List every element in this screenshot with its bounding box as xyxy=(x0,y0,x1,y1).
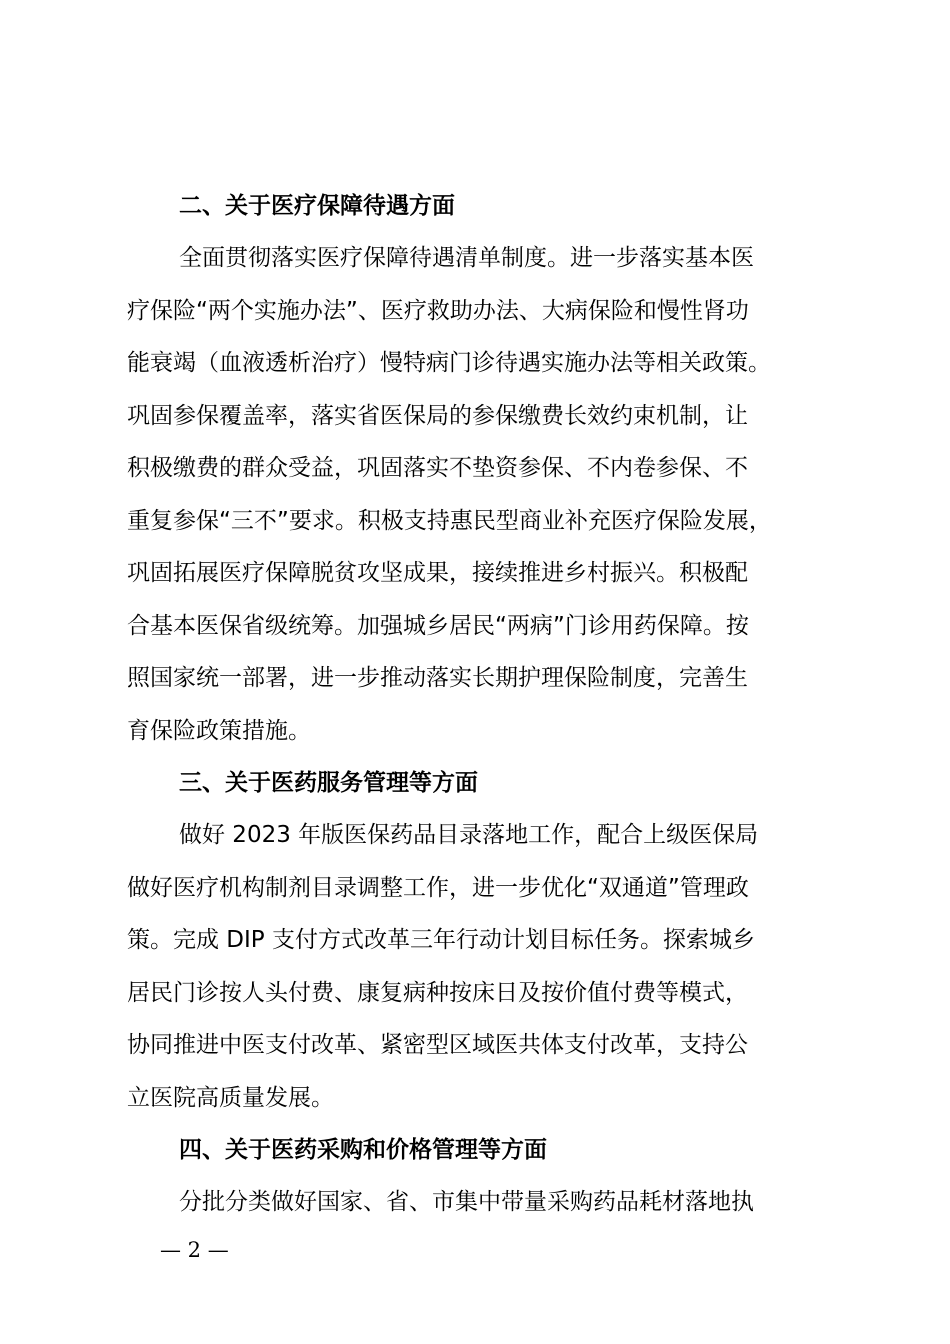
section-paragraph-3 xyxy=(127,809,855,1124)
section-paragraph-2 xyxy=(127,232,855,757)
paragraph-line: 照国家统一部署，进一步推动落实长期护理保险制度，完善生 xyxy=(127,665,748,691)
paragraph-line: 分批分类做好国家、省、市集中带量采购药品耗材落地执 xyxy=(179,1189,754,1215)
paragraph-line: 做好 2023 年版医保药品目录落地工作，配合上级医保局 xyxy=(179,822,759,848)
paragraph-line: 积极缴费的群众受益，巩固落实不垫资参保、不内卷参保、不 xyxy=(127,455,748,481)
section-heading-4: 四、关于医药采购和价格管理等方面 xyxy=(179,1137,547,1163)
section-heading-2: 二、关于医疗保障待遇方面 xyxy=(179,193,455,219)
paragraph-line: 能衰竭（血液透析治疗）慢特病门诊待遇实施办法等相关政策。 xyxy=(127,350,771,376)
paragraph-line: 重复参保“三不”要求。积极支持惠民型商业补充医疗保险发展， xyxy=(127,507,772,534)
paragraph-line: 策。完成 DIP 支付方式改革三年行动计划目标任务。探索城乡 xyxy=(127,927,755,953)
section-paragraph-4 xyxy=(127,1176,855,1229)
paragraph-line: 协同推进中医支付改革、紧密型区域医共体支付改革，支持公 xyxy=(127,1032,748,1058)
page-number: — 2 — xyxy=(160,1238,229,1262)
paragraph-line: 居民门诊按人头付费、康复病种按床日及按价值付费等模式， xyxy=(127,979,748,1006)
paragraph-line: 疗保险“两个实施办法”、医疗救助办法、大病保险和慢性肾功 xyxy=(127,297,749,324)
paragraph-line: 全面贯彻落实医疗保障待遇清单制度。进一步落实基本医 xyxy=(179,245,754,271)
paragraph-line: 做好医疗机构制剂目录调整工作，进一步优化“双通道”管理政 xyxy=(127,874,749,901)
paragraph-line: 立医院高质量发展。 xyxy=(127,1084,334,1111)
document-body xyxy=(127,180,855,1229)
paragraph-line: 合基本医保省级统筹。加强城乡居民“两病”门诊用药保障。按 xyxy=(127,612,749,639)
paragraph-line: 育保险政策措施。 xyxy=(127,717,311,744)
paragraph-line: 巩固拓展医疗保障脱贫攻坚成果，接续推进乡村振兴。积极配 xyxy=(127,560,748,586)
section-heading-3: 三、关于医药服务管理等方面 xyxy=(179,770,478,796)
paragraph-line: 巩固参保覆盖率，落实省医保局的参保缴费长效约束机制，让 xyxy=(127,402,748,429)
